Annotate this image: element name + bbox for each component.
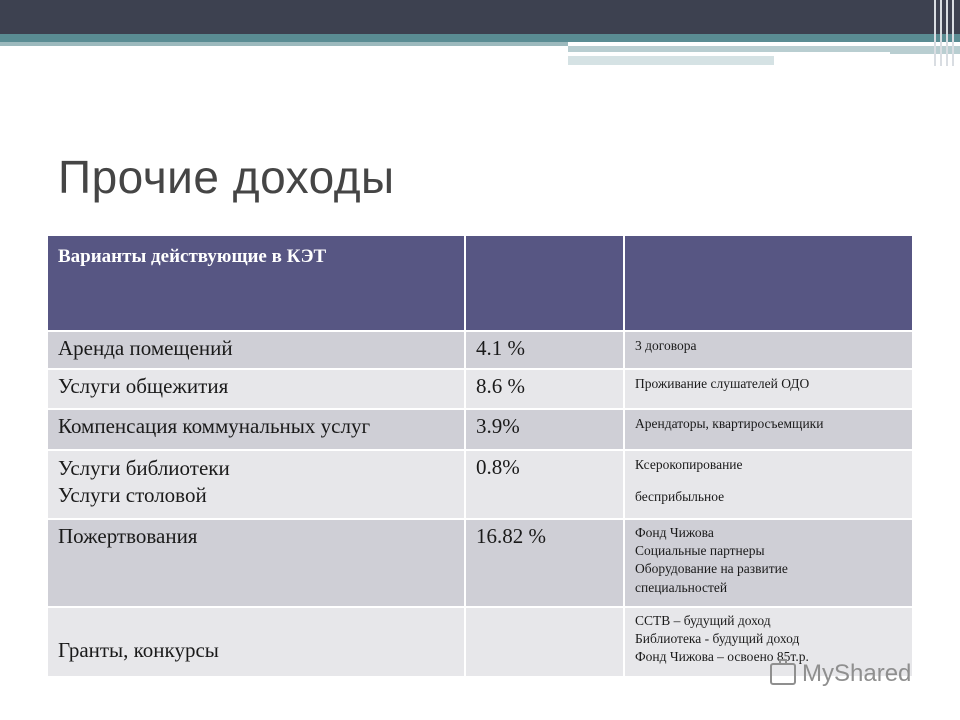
income-note: Арендаторы, квартиросъемщики xyxy=(635,416,824,431)
income-share xyxy=(466,608,625,676)
table-header-row xyxy=(48,236,912,332)
header-cell-notes xyxy=(625,236,912,330)
header-cell-share xyxy=(466,236,625,330)
table-row xyxy=(48,370,912,410)
income-source: Пожертвования xyxy=(48,520,466,606)
slide-title: Прочие доходы xyxy=(58,151,395,203)
teal-decor-band xyxy=(0,34,960,42)
income-note: ССТВ – будущий доход Библиотека - будущий доход Фонд Чижова – освоено 85т.р. xyxy=(635,613,809,665)
income-note: Ксерокопирование бесприбыльное xyxy=(635,457,743,504)
income-note: 3 договора xyxy=(635,338,697,353)
pale-decor-band xyxy=(568,56,774,65)
income-share: 0.8% xyxy=(466,451,625,518)
income-source: Компенсация коммунальных услуг xyxy=(48,410,466,449)
top-decor-bar xyxy=(0,0,960,34)
income-source: Услуги библиотеки Услуги столовой xyxy=(48,451,466,518)
income-note: Проживание слушателей ОДО xyxy=(635,376,810,391)
watermark-logo xyxy=(770,660,911,688)
table-row xyxy=(48,410,912,451)
income-table xyxy=(48,236,912,678)
table-row xyxy=(48,332,912,370)
income-share: 16.82 % xyxy=(466,520,625,606)
income-source: Аренда помещений xyxy=(48,332,466,368)
decor-thin-line xyxy=(568,52,890,54)
table-row xyxy=(48,451,912,520)
income-share: 8.6 % xyxy=(466,370,625,408)
income-note: Фонд Чижова Социальные партнеры Оборудование на развитие специальностей xyxy=(635,525,788,595)
light-decor-band xyxy=(0,42,568,46)
income-share: 4.1 % xyxy=(466,332,625,368)
decor-vertical-lines xyxy=(932,0,960,66)
watermark-text: MyShared xyxy=(802,660,912,687)
income-share: 3.9% xyxy=(466,410,625,449)
table-row xyxy=(48,520,912,608)
header-cell-variants: Варианты действующие в КЭТ xyxy=(48,236,466,330)
income-source: Услуги общежития xyxy=(48,370,466,408)
projector-icon xyxy=(770,663,796,685)
income-source: Гранты, конкурсы xyxy=(48,608,466,676)
